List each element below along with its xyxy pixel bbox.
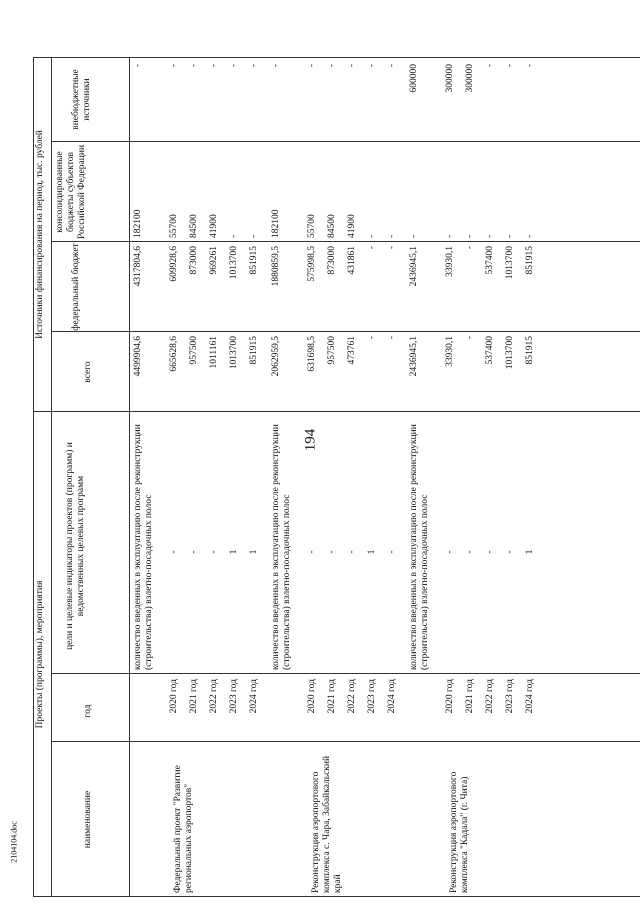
row-offbudget: -	[189, 64, 199, 68]
row-regional: -	[485, 234, 495, 238]
row-year: 2021 год	[189, 679, 199, 714]
row-total: -	[465, 336, 475, 340]
row-total: 473761	[347, 336, 357, 365]
header-funding-group: Источники финансирования на период, тыс. рублей	[35, 130, 45, 339]
row-total: 631698,5	[307, 336, 317, 372]
row-indicator-value: 1	[367, 549, 377, 555]
row-federal: 33930,1	[445, 246, 455, 277]
section-total-federal: 1880859,5	[271, 246, 281, 287]
section-indicator: количество введенных в эксплуатацию после реконструкции (строительства) взлетно-посадочных полос	[409, 424, 430, 670]
row-federal: 1013700	[229, 246, 239, 280]
row-offbudget: -	[229, 64, 239, 68]
row-federal: 873000	[327, 246, 337, 275]
row-offbudget: -	[327, 64, 337, 68]
section-total-regional: -	[409, 234, 419, 238]
row-regional: -	[367, 234, 377, 238]
row-federal: -	[465, 246, 475, 250]
row-total: 1011161	[209, 336, 219, 369]
row-offbudget: -	[347, 64, 357, 68]
row-regional: 41900	[209, 214, 219, 238]
row-year: 2021 год	[465, 679, 475, 714]
row-year: 2024 год	[525, 679, 535, 714]
row-offbudget: 300000	[465, 64, 475, 93]
row-offbudget: -	[485, 64, 495, 68]
section-total-total: 2062959,5	[271, 336, 281, 377]
header-offbudget: внебюджетные источники	[71, 69, 92, 130]
row-federal: 873000	[189, 246, 199, 275]
section-total-regional: 182100	[271, 209, 281, 238]
header-regional: консолидированные бюджеты субъектов Российской Федерации	[55, 144, 87, 240]
row-federal: 575998,5	[307, 246, 317, 282]
row-regional: -	[445, 234, 455, 238]
row-federal: -	[367, 246, 377, 250]
row-offbudget: -	[209, 64, 219, 68]
row-federal: 609928,6	[169, 246, 179, 282]
row-year: 2021 год	[327, 679, 337, 714]
row-offbudget: -	[387, 64, 397, 68]
row-regional: 55700	[169, 214, 179, 238]
row-total: 957500	[189, 336, 199, 365]
page-number: 194	[302, 428, 319, 452]
row-indicator-value: -	[209, 550, 219, 554]
row-year: 2020 год	[169, 679, 179, 714]
row-offbudget: 300000	[445, 64, 455, 93]
row-year: 2023 год	[505, 679, 515, 714]
header-federal: федеральный бюджет	[71, 243, 81, 331]
row-year: 2022 год	[485, 679, 495, 714]
section-total-offbudget: -	[271, 64, 281, 68]
row-indicator-value: 1	[525, 549, 535, 555]
row-indicator-value: -	[169, 550, 179, 554]
row-indicator-value: -	[347, 550, 357, 554]
row-total: 957500	[327, 336, 337, 365]
row-indicator-value: -	[387, 550, 397, 554]
row-indicator-value: -	[327, 550, 337, 554]
row-total: -	[367, 336, 377, 340]
row-federal: -	[387, 246, 397, 250]
row-total: 537400	[485, 336, 495, 365]
row-year: 2020 год	[445, 679, 455, 714]
row-total: 851915	[525, 336, 535, 365]
section-name: Федеральный проект "Развитие региональных аэропортов"	[173, 765, 194, 893]
section-total-total: 2436945,1	[409, 336, 419, 377]
row-offbudget: -	[525, 64, 535, 68]
row-offbudget: -	[307, 64, 317, 68]
row-offbudget: -	[367, 64, 377, 68]
row-offbudget: -	[169, 64, 179, 68]
row-total: 1013700	[505, 336, 515, 370]
row-regional: 55700	[307, 214, 317, 238]
header-total: всего	[83, 361, 93, 383]
section-total-federal: 2436945,1	[409, 246, 419, 287]
row-regional: -	[387, 234, 397, 238]
row-federal: 1013700	[505, 246, 515, 280]
header-name: наименование	[83, 790, 93, 849]
section-total-offbudget: -	[133, 64, 143, 68]
row-regional: -	[505, 234, 515, 238]
funding-table	[25, 57, 640, 897]
row-year: 2022 год	[209, 679, 219, 714]
row-offbudget: -	[249, 64, 259, 68]
header-year: год	[83, 704, 93, 718]
row-indicator-value: -	[307, 550, 317, 554]
row-total: 33930,1	[445, 336, 455, 367]
section-total-total: 4499904,6	[133, 336, 143, 377]
row-federal: 537400	[485, 246, 495, 275]
row-total: 1013700	[229, 336, 239, 370]
row-federal: 851915	[525, 246, 535, 275]
section-indicator: количество введенных в эксплуатацию после реконструкции (строительства) взлетно-посадочных полос	[133, 424, 154, 670]
row-total: -	[387, 336, 397, 340]
row-regional: 84500	[189, 214, 199, 238]
row-indicator-value: 1	[249, 549, 259, 555]
row-total: 665628,6	[169, 336, 179, 372]
section-name: Реконструкция аэропортового комплекса с. Чара, Забайкальский край	[311, 755, 343, 893]
row-indicator-value: -	[189, 550, 199, 554]
row-total: 851915	[249, 336, 259, 365]
header-goals: цели и целевые индикаторы проектов (программ) и ведомственных целевых программ	[65, 442, 86, 650]
row-indicator-value: -	[505, 550, 515, 554]
row-regional: 84500	[327, 214, 337, 238]
row-year: 2024 год	[387, 679, 397, 714]
row-year: 2022 год	[347, 679, 357, 714]
row-regional: -	[525, 234, 535, 238]
row-federal: 431861	[347, 246, 357, 275]
row-regional: -	[249, 234, 259, 238]
row-year: 2023 год	[367, 679, 377, 714]
row-indicator-value: 1	[229, 549, 239, 555]
row-year: 2020 год	[307, 679, 317, 714]
section-indicator: количество введенных в эксплуатацию после реконструкции (строительства) взлетно-посадочных полос	[271, 424, 292, 670]
row-regional: 41900	[347, 214, 357, 238]
document-code: 2104104.doc	[9, 821, 19, 863]
row-year: 2024 год	[249, 679, 259, 714]
row-federal: 969261	[209, 246, 219, 275]
row-federal: 851915	[249, 246, 259, 275]
row-indicator-value: -	[465, 550, 475, 554]
row-indicator-value: -	[445, 550, 455, 554]
section-total-federal: 4317804,6	[133, 246, 143, 287]
row-regional: -	[465, 234, 475, 238]
row-indicator-value: -	[485, 550, 495, 554]
section-total-offbudget: 600000	[409, 64, 419, 93]
section-total-regional: 182100	[133, 209, 143, 238]
header-projects-group: Проекты (программы), мероприятия	[35, 580, 45, 729]
row-offbudget: -	[505, 64, 515, 68]
row-year: 2023 год	[229, 679, 239, 714]
section-name: Реконструкция аэропортового комплекса "Кадала" (г. Чита)	[449, 771, 470, 893]
row-regional: -	[229, 234, 239, 238]
